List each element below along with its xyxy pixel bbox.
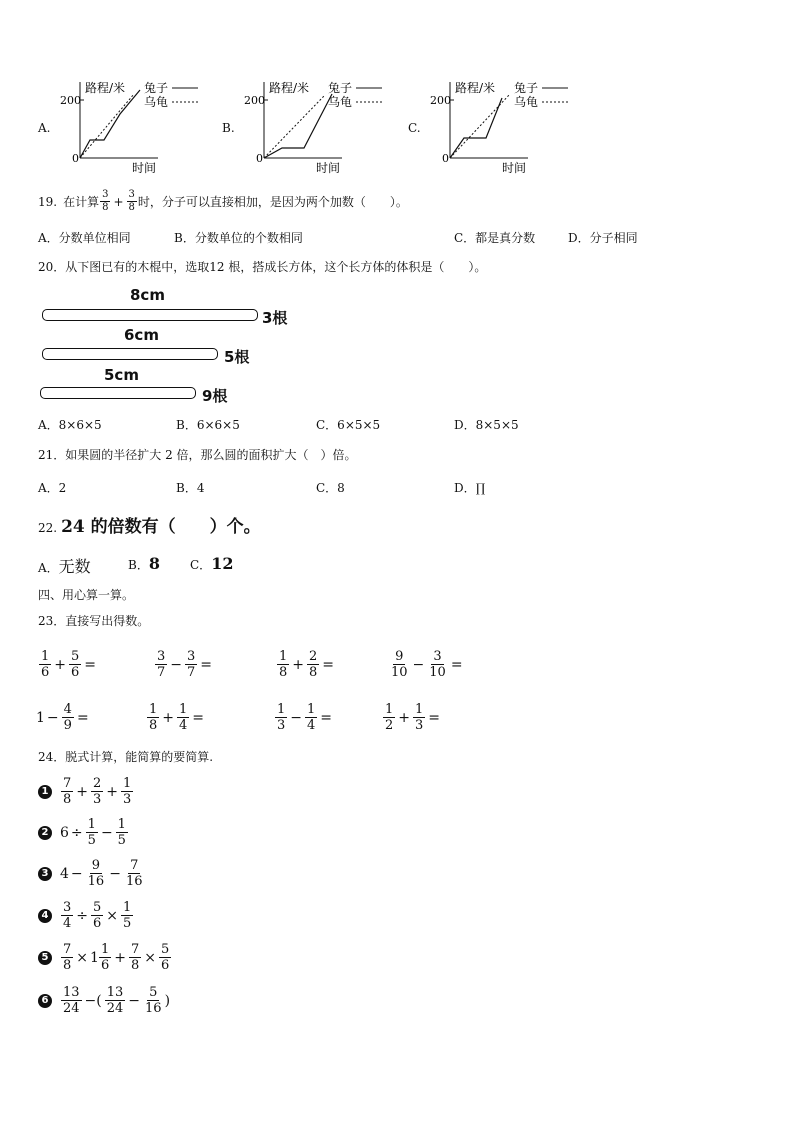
graph-a [58,76,208,174]
q19-plus: + [113,194,124,209]
frac: $\frac{5}{6}$ [93,900,102,931]
graph-b-xlabel: 时间 [316,161,341,174]
q24-expr-1 [38,777,134,806]
frac: $\frac{1}{3}$ [415,702,424,733]
operator: ÷ [76,907,89,924]
equals: = [428,709,441,726]
frac: $\frac{1}{6}$ [100,942,110,973]
q22-option-b[interactable] [128,554,160,573]
q20-option-c[interactable]: C．6×5×5 [316,418,381,432]
operator: + [162,709,175,726]
frac: $\frac{1}{8}$ [149,702,158,733]
stick-6cm-count: 5根 [224,348,250,366]
operator: × [76,949,89,966]
circled-number-2: 2 [38,826,52,840]
equals: = [84,656,97,673]
graph-c-turtle-line [450,94,510,158]
q19-option-b[interactable]: B．分数单位的个数相同 [174,231,303,245]
q24-expr-6 [38,986,170,1015]
q22-option-b-value: 8 [148,554,160,573]
frac: $\frac{1}{5}$ [117,817,126,848]
frac: $\frac{5}{16}$ [145,985,162,1016]
option-a-label[interactable]: A. [38,121,51,135]
graph-c-xlabel: 时间 [502,161,527,174]
graph-b-origin: 0 [256,152,263,165]
q24-expr-2 [38,818,129,847]
stick-8cm [42,309,258,321]
frac: $\frac{1}{4}$ [179,702,188,733]
circled-number-1: 1 [38,785,52,799]
q22-option-a-value: 无数 [58,557,91,576]
q19-post: 时，分子可以直接相加，是因为两个加数（ ）。 [137,194,408,209]
operator: + [292,656,305,673]
whole-number: 1 [36,709,45,726]
q23-question: 23．直接写出得数。 [38,614,150,628]
operator: + [398,709,411,726]
graph-a-turtle: 乌龟 [144,95,169,109]
operator: −( [84,992,102,1009]
q22-option-c-label: C． [190,558,212,572]
frac: $\frac{1}{2}$ [385,702,394,733]
frac: $\frac{1}{5}$ [123,900,132,931]
q24-expr-5 [38,943,172,972]
graph-b-ylabel: 路程/米 [269,81,310,95]
q20-question: 20．从下图已有的木棍中，选取12 根，搭成长方体，这个长方体的体积是（ ）。 [38,260,487,274]
q23-expr-7 [274,703,334,732]
graph-b [242,76,392,174]
operator: + [114,949,126,966]
graph-b-turtle: 乌龟 [328,95,353,109]
frac: $\frac{3}{4}$ [63,900,72,931]
frac: $\frac{1}{6}$ [41,649,50,680]
stick-5cm [40,387,196,399]
graph-a-ylabel: 路程/米 [85,81,126,95]
q20-option-a[interactable]: A．8×6×5 [38,418,102,432]
frac: $\frac{5}{6}$ [71,649,80,680]
option-b-label[interactable]: B. [222,121,235,135]
q20-option-d[interactable]: D．8×5×5 [454,418,519,432]
stick-6cm-length: 6cm [124,326,159,344]
section-4-heading: 四、用心算一算。 [38,588,135,602]
graph-c [428,76,578,174]
operator: − [100,824,113,841]
operator: × [144,949,156,966]
graph-c-turtle: 乌龟 [514,95,539,109]
operator: × [106,907,119,924]
q22-option-c[interactable] [190,554,233,573]
q22-option-c-value: 12 [211,554,234,573]
frac: $\frac{1}{3}$ [277,702,286,733]
circled-number-3: 3 [38,867,52,881]
q19-number: 19. [38,194,58,209]
q19-option-d[interactable]: D．分子相同 [568,231,638,245]
operator: − [412,656,425,673]
q24-expr-4 [38,901,134,930]
circled-number-6: 6 [38,994,52,1008]
graph-c-rabbit-line [450,98,502,158]
graph-a-xlabel: 时间 [132,161,157,174]
graph-b-rabbit-line [264,94,332,158]
graph-c-rabbit: 兔子 [514,81,539,95]
frac: $\frac{3}{7}$ [157,649,166,680]
frac: $\frac{13}{24}$ [106,985,124,1016]
equals: = [320,709,333,726]
q22-question [38,512,261,537]
operator: − [170,656,183,673]
whole-number: 1 [90,949,99,966]
graph-a-rabbit: 兔子 [144,81,169,95]
frac: $\frac{4}{9}$ [63,702,72,733]
frac: $\frac{2}{3}$ [93,776,102,807]
q21-question: 21．如果圆的半径扩大 2 倍，那么圆的面积扩大（ ）倍。 [38,448,357,462]
q22-option-a[interactable] [38,554,91,577]
operator: ÷ [70,824,83,841]
frac: $\frac{2}{8}$ [309,649,318,680]
q21-option-c[interactable]: C．8 [316,481,345,495]
q23-expr-6 [146,703,206,732]
graph-c-ylabel: 路程/米 [455,81,496,95]
frac: $\frac{3}{7}$ [187,649,196,680]
circled-number-5: 5 [38,951,52,965]
q23-expr-2 [154,650,214,679]
equals: = [200,656,213,673]
graph-c-origin: 0 [442,152,449,165]
operator: − [290,709,303,726]
close-paren: ) [164,992,171,1009]
graph-c-ytick: 200 [430,94,451,107]
q19-pre: 在计算 [63,194,100,209]
frac: $\frac{7}{16}$ [125,858,143,889]
equals: = [450,656,463,673]
operator: − [46,709,59,726]
frac: $\frac{9}{10}$ [391,649,408,680]
q23-expr-5 [36,703,91,732]
frac: $\frac{1}{3}$ [123,776,132,807]
frac: $\frac{5}{6}$ [160,942,170,973]
q22-option-b-label: B． [128,558,149,572]
frac: $\frac{3}{10}$ [429,649,446,680]
q22-number: 22. [38,521,58,535]
graph-a-origin: 0 [72,152,79,165]
q19-frac-1: $\frac{3}{8}$ [102,189,109,213]
equals: = [192,709,205,726]
graph-a-ytick: 200 [60,94,81,107]
frac: $\frac{7}{8}$ [63,942,72,973]
q21-option-d[interactable]: D．∏ [454,481,486,495]
frac: $\frac{7}{8}$ [63,776,72,807]
circled-number-4: 4 [38,909,52,923]
operator: − [70,865,83,882]
operator: + [76,783,89,800]
q19-option-c[interactable]: C．都是真分数 [454,231,536,245]
stick-8cm-length: 8cm [130,286,165,304]
operator: − [109,865,121,882]
whole-number: 6 [60,824,69,841]
operator: − [128,992,141,1009]
frac: $\frac{9}{16}$ [87,858,105,889]
q21-option-b[interactable]: B．4 [176,481,205,495]
q24-expr-3 [38,859,145,888]
whole-number: 4 [60,865,69,882]
q23-expr-3 [276,650,336,679]
frac: $\frac{1}{8}$ [279,649,288,680]
q19-frac-2: $\frac{3}{8}$ [128,189,135,213]
graph-b-rabbit: 兔子 [328,81,353,95]
frac: $\frac{13}{24}$ [63,985,80,1016]
graph-b-ytick: 200 [244,94,265,107]
operator: + [106,783,119,800]
frac: $\frac{1}{4}$ [307,702,316,733]
q22-text: 24 的倍数有（ ）个。 [61,517,261,537]
stick-5cm-length: 5cm [104,366,139,384]
q19-option-a[interactable]: A．分数单位相同 [38,231,131,245]
stick-6cm [42,348,218,360]
equals: = [322,656,335,673]
q21-option-a[interactable]: A．2 [38,481,67,495]
q23-expr-8 [382,703,442,732]
stick-5cm-count: 9根 [202,387,228,405]
q24-question: 24．脱式计算，能简算的要简算. [38,750,214,764]
stick-8cm-count: 3根 [262,309,288,327]
equals: = [76,709,89,726]
graph-a-turtle-line [80,94,134,158]
q19-question [38,190,408,213]
q23-expr-4 [388,650,465,679]
q20-option-b[interactable]: B．6×6×5 [176,418,240,432]
q18-options [0,0,794,180]
q22-option-a-label: A． [38,561,59,575]
frac: $\frac{7}{8}$ [130,942,140,973]
q23-expr-1 [38,650,98,679]
frac: $\frac{1}{5}$ [87,817,96,848]
operator: + [54,656,67,673]
option-c-label[interactable]: C. [408,121,421,135]
